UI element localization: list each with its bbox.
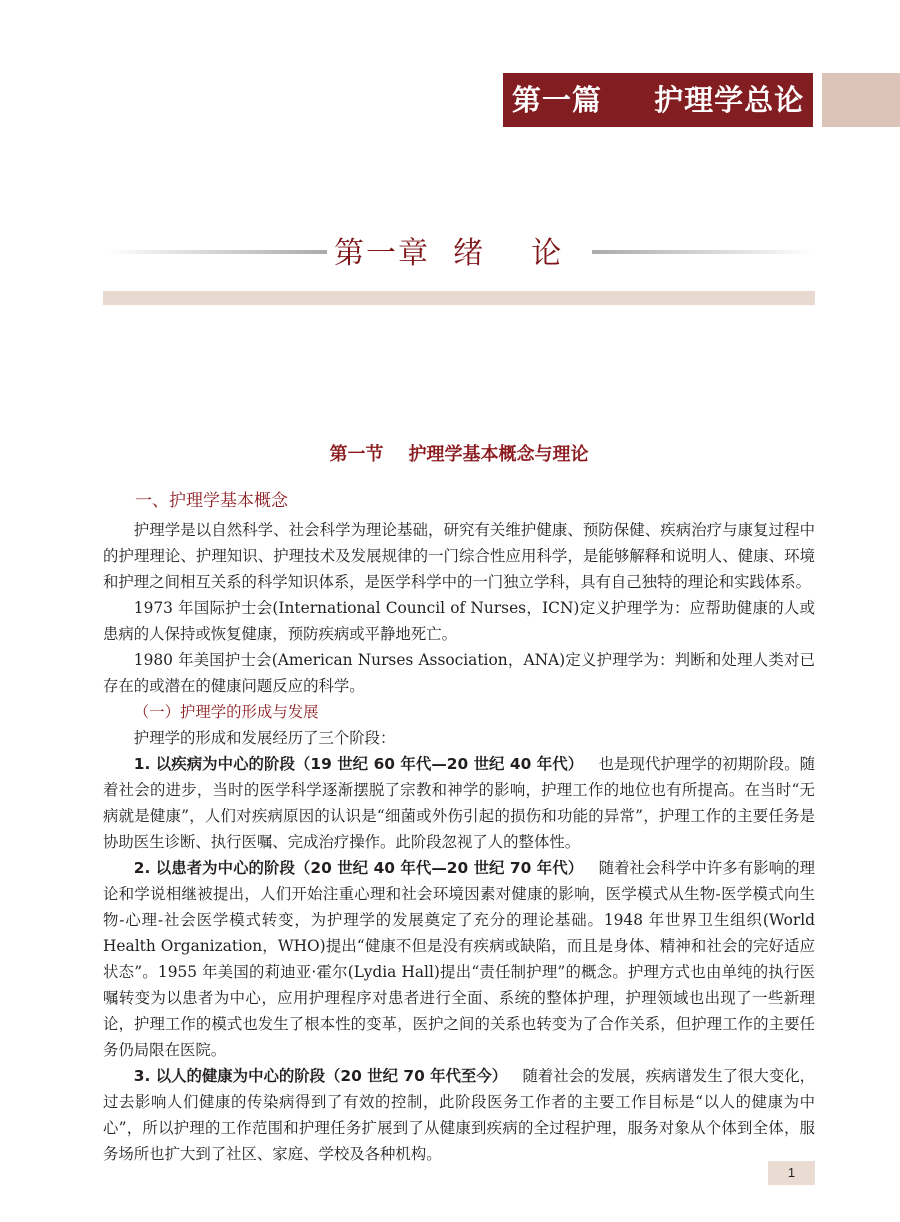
stage-paragraph: [103, 855, 815, 1063]
section-title: 第一节 护理学基本概念与理论: [329, 444, 589, 465]
stage-text: 随着社会的发展，疾病谱发生了很大变化，过去影响人们健康的传染病得到了有效的控制，此阶段医务工作者的主要工作目标是“以人的健康为中心”，所以护理的工作范围和护理任务扩展到了从健康到疾病的全过程护理，服务对象从个体到全体，服务场所也扩大到了社区、家庭、学校及各种机构。: [103, 1067, 815, 1163]
stage-text: 也是现代护理学的初期阶段。随着社会的进步，当时的医学科学逐渐摆脱了宗教和神学的影响，护理工作的地位也有所提高。在当时“无病就是健康”，人们对疾病原因的认识是“细菌或外伤引起的损伤和功能的异常”，护理工作的主要任务是协助医生诊断、执行医嘱、完成治疗操作。此阶段忽视了人的整体性。: [103, 755, 815, 851]
chapter-header: [0, 224, 900, 274]
body-text: [103, 517, 815, 1167]
page-number: 1: [768, 1161, 815, 1185]
part-title: 护理学总论: [654, 83, 805, 117]
part-label: 第一篇: [511, 83, 602, 117]
heading-level-2: （一）护理学的形成与发展: [133, 703, 319, 721]
chapter-rule-left: [105, 250, 327, 254]
paragraph: 护理学的形成和发展经历了三个阶段：: [133, 729, 396, 747]
chapter-title: 第一章 绪 论: [334, 236, 564, 271]
stage-heading: 2. 以患者为中心的阶段（20 世纪 40 年代—20 世纪 70 年代）: [133, 859, 584, 877]
chapter-rule-right: [592, 250, 815, 254]
stage-paragraph: [103, 751, 815, 855]
heading-level-1: 一、护理学基本概念: [135, 491, 288, 511]
paragraph: 护理学是以自然科学、社会科学为理论基础，研究有关维护健康、预防保健、疾病治疗与康复过程中的护理理论、护理知识、护理技术及发展规律的一门综合性应用科学，是能够解释和说明人、健康、环境和护理之间相互关系的科学知识体系，是医学科学中的一门独立学科，具有自己独特的理论和实践体系。: [103, 521, 815, 591]
paragraph: 1980 年美国护士会(American Nurses Association，ANA)定义护理学为：判断和处理人类对已存在的或潜在的健康问题反应的科学。: [103, 651, 815, 695]
part-tab-decoration: [822, 73, 900, 127]
stage-heading: 3. 以人的健康为中心的阶段（20 世纪 70 年代至今）: [133, 1067, 508, 1085]
chapter-divider-bar: [103, 291, 815, 305]
stage-heading: 1. 以疾病为中心的阶段（19 世纪 60 年代—20 世纪 40 年代）: [133, 755, 584, 773]
stage-text: 随着社会科学中许多有影响的理论和学说相继被提出，人们开始注重心理和社会环境因素对健康的影响，医学模式从生物-医学模式向生物-心理-社会医学模式转变，为护理学的发展奠定了充分的理论基础。1948 年世界卫生组织(World Health Organization，WHO)提出“健康不但是没有疾病或缺陷，而且是身体、精神和社会的完好适应状态”。1955 年美国的莉迪亚·霍尔(Lydia Hall)提出“责任制护理”的概念。护理方式也由单纯的执行医嘱转变为以患者为中心，应用护理程序对患者进行全面、系统的整体护理，护理领域也出现了一些新理论，护理工作的模式也发生了根本性的变革，医护之间的关系也转变为了合作关系，但护理工作的主要任务仍局限在医院。: [103, 859, 815, 1059]
part-title-banner: [503, 73, 813, 127]
stage-paragraph: [103, 1063, 815, 1167]
paragraph: 1973 年国际护士会(International Council of Nurses，ICN)定义护理学为：应帮助健康的人或患病的人保持或恢复健康，预防疾病或平静地死亡。: [103, 599, 815, 643]
